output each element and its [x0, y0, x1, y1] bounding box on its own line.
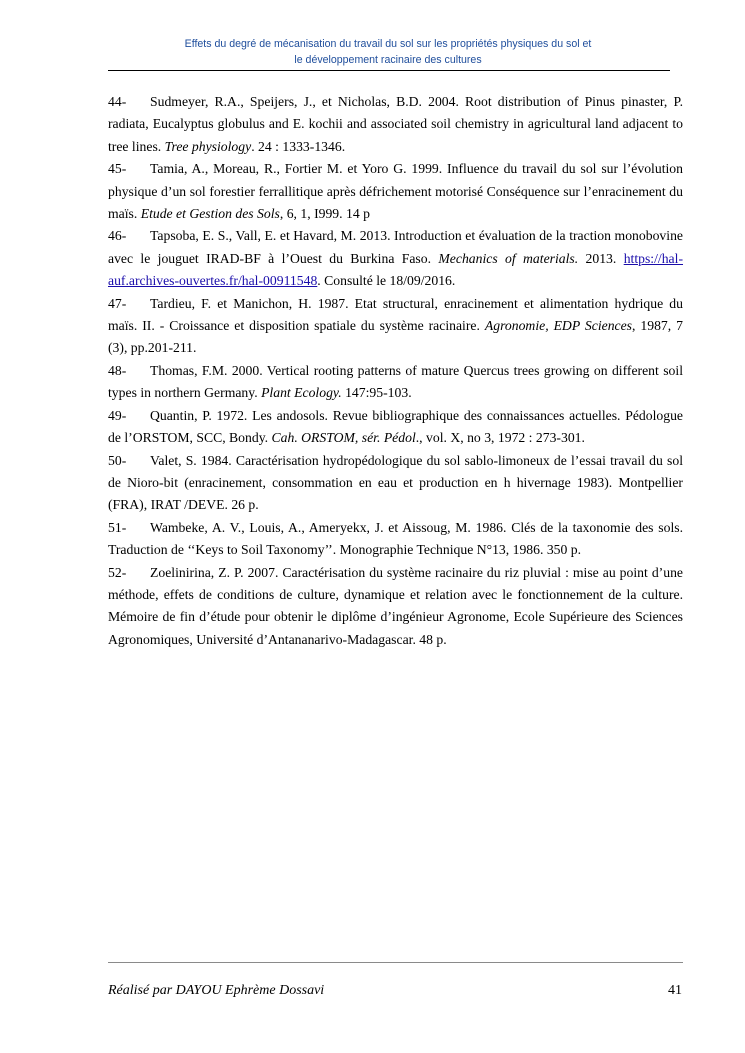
reference-details: . 24 : 1333-1346.: [251, 138, 346, 154]
footer-author: Réalisé par DAYOU Ephrème Dossavi: [108, 983, 325, 998]
reference-journal: Plant Ecology.: [261, 385, 342, 401]
footer-divider: [108, 962, 683, 963]
reference-text: Thomas, F.M. 2000. Vertical rooting patterns of mature Quercus trees growing on different soil types in northern Germany.: [108, 362, 683, 401]
reference-number: 46-: [108, 228, 127, 244]
reference-52: [108, 562, 683, 652]
reference-45: [108, 158, 683, 225]
reference-number: 51-: [108, 519, 127, 535]
reference-details: 147:95-103.: [341, 385, 412, 401]
reference-year: 2013.: [578, 250, 624, 266]
reference-list: [108, 91, 683, 651]
running-header: [108, 36, 668, 68]
reference-details: . Consulté le 18/09/2016.: [317, 273, 456, 289]
reference-number: 50-: [108, 452, 127, 468]
reference-number: 48-: [108, 362, 127, 378]
reference-journal: Agronomie, EDP Sciences: [484, 318, 633, 334]
reference-text: Tapsoba, E. S., Vall, E. et Havard, M. 2013. Introduction et évaluation de la traction monobovine avec le jouguet IRAD-BF à l’Ouest du Burkina Faso.: [108, 228, 683, 266]
reference-number: 44-: [108, 94, 127, 109]
reference-details: ., vol. X, no 3, 1972 : 273-301.: [415, 430, 585, 446]
reference-number: 47-: [108, 295, 127, 311]
reference-details: , 1987, 7 (3), pp.201-211.: [108, 318, 683, 356]
page-number: 41: [668, 983, 682, 998]
reference-details: , 6, 1, I999. 14 p: [279, 206, 370, 222]
reference-link[interactable]: https://hal-auf.archives-ouvertes.fr/hal-00911548: [108, 250, 683, 289]
reference-text: Valet, S. 1984. Caractérisation hydropédologique du sol sablo-limoneux de l’essai travail du sol de Nioro-bit (enracinement, consommation en eau et production en h hivernage 1983). Montpellier (FRA), IRAT /DEVE. 26 p.: [108, 452, 683, 513]
reference-46: [108, 225, 683, 292]
header-line-2: le développement racinaire des cultures: [294, 54, 482, 66]
reference-48: [108, 360, 683, 405]
reference-journal: Cah. ORSTOM, sér. Pédol: [271, 430, 416, 446]
reference-text: Zoelinirina, Z. P. 2007. Caractérisation du système racinaire du riz pluvial : mise au point d’une méthode, effets de conditions de culture, dynamique et relation avec le fonctionnement de la culture. Mémoire de fin d’étude pour obtenir le diplôme d’ingénieur Agronome, Ecole Supérieure des Sciences Agronomiques, Université d’Antananarivo-Madagascar. 48 p.: [108, 564, 683, 647]
reference-text: Tamia, A., Moreau, R., Fortier M. et Yoro G. 1999. Influence du travail du sol sur l’évolution physique d’un sol forestier ferrallitique après défrichement motorisé Conséquence sur l’enracinement du maïs.: [108, 161, 683, 222]
reference-51: [108, 517, 683, 562]
reference-text: Sudmeyer, R.A., Speijers, J., et Nicholas, B.D. 2004. Root distribution of Pinus pinaster, P. radiata, Eucalyptus globulus and E. kochii and associated soil chemistry in agricultural land adjacent to tree lines.: [108, 94, 683, 154]
reference-text: Wambeke, A. V., Louis, A., Ameryekx, J. et Aissoug, M. 1986. Clés de la taxonomie des sols. Traduction de ‘‘Keys to Soil Taxonomy’’. Monographie Technique N°13, 1986. 350 p.: [108, 519, 683, 558]
header-divider: [108, 70, 670, 71]
reference-number: 49-: [108, 407, 127, 423]
reference-number: 52-: [108, 564, 127, 580]
reference-44: [108, 91, 683, 158]
header-line-1: Effets du degré de mécanisation du travail du sol sur les propriétés physiques du sol et: [184, 38, 592, 50]
reference-47: [108, 293, 683, 360]
reference-50: [108, 450, 683, 517]
reference-journal: Mechanics of materials.: [438, 250, 579, 266]
reference-number: 45-: [108, 161, 127, 177]
reference-49: [108, 405, 683, 450]
reference-text: Quantin, P. 1972. Les andosols. Revue bibliographique des connaissances actuelles. Pédologue de l’ORSTOM, SCC, Bondy.: [108, 407, 683, 446]
reference-journal: Tree physiology: [164, 138, 252, 154]
reference-journal: Etude et Gestion des Sols: [140, 206, 280, 222]
reference-text: Tardieu, F. et Manichon, H. 1987. Etat structural, enracinement et alimentation hydrique du maïs. II. - Croissance et disposition spatiale du système racinaire.: [108, 295, 683, 334]
